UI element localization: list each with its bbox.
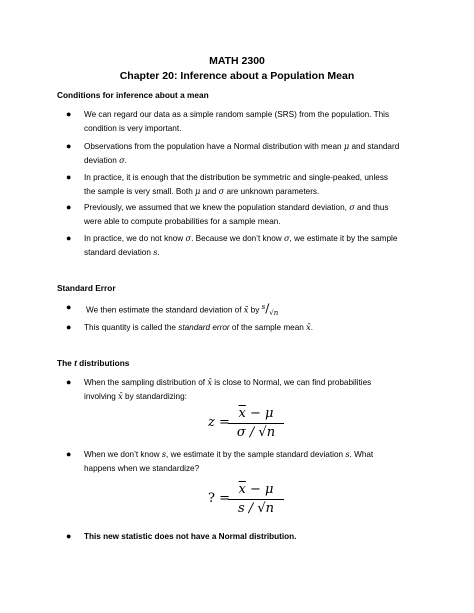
fraction-bar (228, 423, 284, 424)
text-line: In practice, it is enough that the distribution be symmetric and single-peaked, unless (84, 173, 389, 182)
text-line: When we don’t know s, we estimate it by the sample standard deviation s. What (84, 449, 374, 459)
text-line: We can regard our data as a simple random sample (SRS) from the population. This (84, 110, 390, 119)
bullet-icon: ● (66, 377, 72, 387)
text-line: When the sampling distribution of x̄ is close to Normal, we can find probabilities (84, 377, 372, 387)
text-line: the sample is very small. Both μ and σ are unknown parameters. (84, 185, 320, 196)
z-score-equation: z = $\overline{x} - \mu$ σ / √n (208, 406, 308, 446)
bullet-icon: ● (66, 172, 72, 182)
text-line: Observations from the population have a Normal distribution with mean μ and standard (84, 141, 400, 151)
section-heading-t-distributions: The t distributions (57, 358, 130, 368)
bullet-icon: ● (66, 202, 72, 212)
fraction-bar (228, 499, 284, 500)
text-line: standard deviation s. (84, 246, 160, 257)
text-line: happens when we standardize? (84, 463, 200, 473)
t-statistic-equation: ? = $\overline{x} - \mu$ s / √n (208, 482, 308, 522)
section-heading-standard-error: Standard Error (57, 283, 116, 293)
chapter-title: Chapter 20: Inference about a Population Mean (119, 70, 355, 82)
bullet-icon: ● (66, 531, 72, 541)
bullet-icon: ● (66, 322, 72, 332)
section-heading-conditions: Conditions for inference about a mean (57, 90, 209, 100)
bullet-icon: ● (66, 233, 72, 243)
text-line: involving x̄ by standardizing: (84, 390, 187, 401)
text-line: were able to compute probabilities for a sample mean. (84, 216, 281, 226)
bullet-icon: ● (66, 449, 72, 459)
bullet-icon: ● (66, 141, 72, 151)
text-line: deviation σ. (84, 154, 127, 165)
course-title: MATH 2300 (209, 55, 265, 67)
bullet-icon: ● (66, 302, 72, 312)
text-line: condition is very important. (84, 123, 182, 133)
bullet-icon: ● (66, 109, 72, 119)
text-line: Previously, we assumed that we knew the population standard deviation, σ and thus (84, 202, 389, 212)
document-page: MATH 2300 Chapter 20: Inference about a Population Mean Conditions for inference about a mean ● We can regard our data as a simple random sample (SRS) from the population. This condition is very important. ● Observations from the population have a Normal distribution with mean μ and standard deviation σ. ● In practice, it is enough that the distribution be symmetric and single-peaked, unless the sample is very small. Both μ and σ are unknown parameters. ● Previously, we assumed that we knew the population standard deviation, σ and thus were able to compute probabilities for a sample mean. ● In practice, we do not know σ. Because we don’t know σ, we estimate it by the sample standard deviation s. Standard Error ● We then estimate the standard deviation of x̄ by s/√n ● This quantity is called the standard error of the sample mean x̄. The t distributions ● When the sampling distribution of x̄ is close to Normal, we can find probabilities involving x̄ by standardizing: z = $\overline{x} - \mu$ σ / √n ● When we don’t know s, we estimate it by the sample standard deviation s. What happens when we standardize? ? = $\overline{x} - \mu$ s / √n ● This new statistic does not have a Normal distribution. (0, 0, 474, 613)
text-line: In practice, we do not know σ. Because we don’t know σ, we estimate it by the sample (84, 233, 398, 243)
